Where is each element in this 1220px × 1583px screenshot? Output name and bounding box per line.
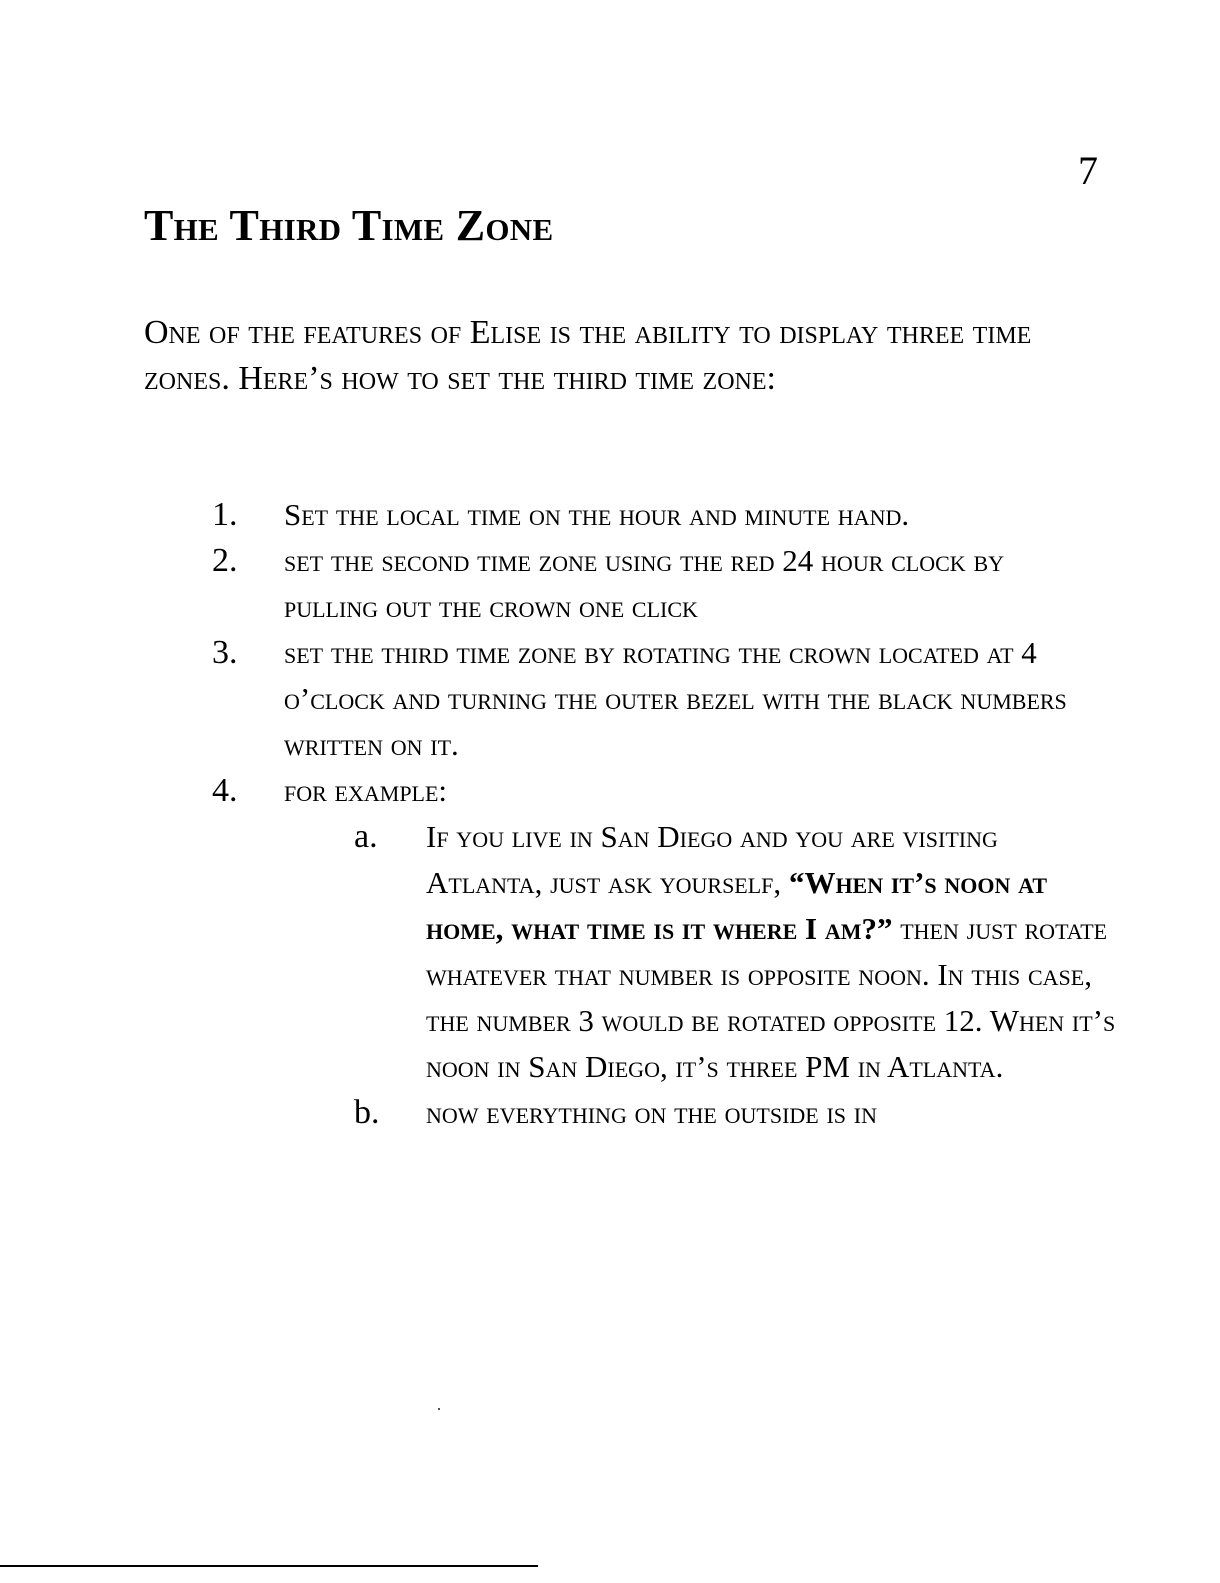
list-item: [0, 538, 1220, 630]
list-marker: 2.: [212, 542, 238, 579]
scan-speck: [438, 1408, 440, 1410]
list-item-text: for example:: [284, 773, 448, 808]
sub-list-item: [0, 814, 1220, 1090]
sub-list-item: [0, 1090, 1220, 1136]
page-number: 7: [1078, 148, 1098, 193]
sub-list-marker: a.: [354, 818, 378, 855]
list-item-text: Set the local time on the hour and minute hand.: [284, 497, 910, 532]
list-item-text: set the second time zone using the red 24 hour clock by pulling out the crown one click: [284, 543, 1005, 624]
list-item: [0, 768, 1220, 814]
sub-item-bold-question: “When it’s noon at home, what time is it where I am?”: [426, 865, 1048, 946]
list-marker: 3.: [212, 634, 238, 671]
footnote-rule: [0, 1565, 538, 1567]
sub-list-item-text: [426, 814, 1116, 1090]
page-heading: The Third Time Zone: [144, 201, 554, 250]
list-marker: 1.: [212, 496, 238, 533]
list-item-text: set the third time zone by rotating the crown located at 4 o’clock and turning the outer bezel with the black numbers written on it.: [284, 635, 1067, 762]
intro-paragraph: One of the features of Elise is the ability to display three time zones. Here’s how to set the third time zone:: [144, 314, 1032, 397]
list-item: [0, 492, 1220, 538]
list-marker: 4.: [212, 772, 238, 809]
sub-item-lead: If you live in San Diego and you are visiting Atlanta, just ask yourself,: [426, 819, 998, 900]
steps-list: [0, 492, 1220, 1136]
sub-list-marker: b.: [354, 1094, 380, 1131]
sub-item-tail: then just rotate whatever that number is opposite noon. In this case, the number 3 would be rotated opposite 12. When it’s noon in San Diego, it’s three PM in Atlanta.: [426, 911, 1116, 1084]
list-item: [0, 630, 1220, 768]
sub-list-item-text: now everything on the outside is in: [426, 1095, 877, 1130]
